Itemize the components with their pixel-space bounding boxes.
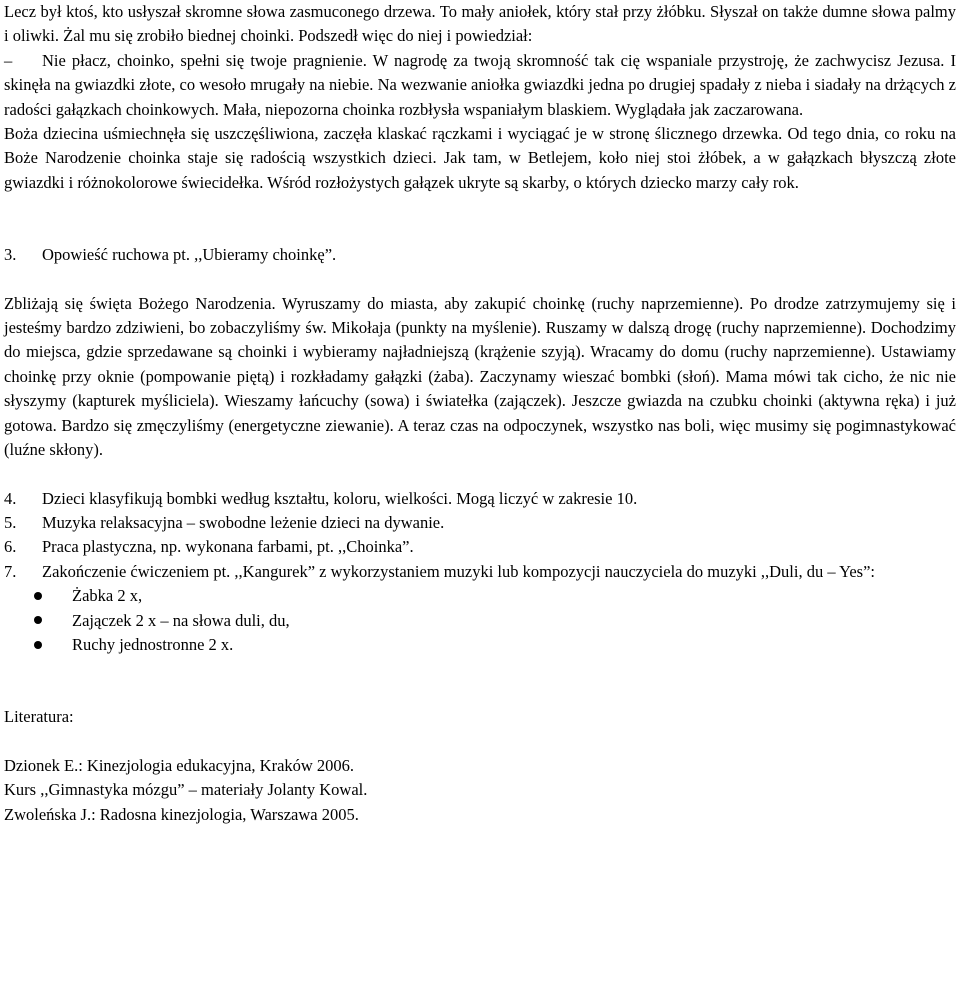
spacer [4, 268, 956, 292]
story-paragraph-2: Boża dziecina uśmiechnęła się uszczęśliwiona, zaczęła klaskać rączkami i wyciągać je w stronę ślicznego drzewka. Od tego dnia, co roku na Boże Narodzenie choinka staje się radością wszystkich dzieci. Jak tam, w Betlejem, koło niej stoi żłóbek, a w gałązkach błyszczą złote gwiazdki i różnokolorowe świecidełka. Wśród rozłożystych gałązek ukryte są skarby, o których dziecko marzy cały rok. [4, 124, 956, 192]
section-7 [0, 560, 960, 584]
list-item [4, 633, 956, 657]
list-item-text: Żabka 2 x, [72, 586, 143, 606]
section-4-text: Dzieci klasyfikują bombki według kształtu, koloru, wielkości. Mogą liczyć w zakresie 10. [42, 488, 638, 508]
section-6-number: 6. [4, 537, 17, 557]
section-3-body: Zbliżają się święta Bożego Narodzenia. Wyruszamy do miasta, aby zakupić choinkę (ruchy naprzemienne). Po drodze zatrzymujemy się i jesteśmy bardzo zdziwieni, bo zobaczyliśmy św. Mikołaja (punkty na myślenie). Ruszamy w dalszą drogę (ruchy naprzemienne). Dochodzimy do miejsca, gdzie sprzedawane są choinki i wybieramy najładniejszą (krążenie szyją). Wracamy do domu (ruchy naprzemienne). Ustawiamy choinkę przy oknie (pompowanie piętą) i rozkładamy gałązki (żaba). Zaczynamy wieszać bombki (słoń). Mama mówi tak cicho, że nic nie słyszymy (kapturek myśliciela). Wieszamy łańcuchy (sowa) i światełka (zajączek). Jeszcze gwiazda na czubku choinki (aktywna ręka) i już gotowa. Bardzo się zmęczyliśmy (energetyczne ziewanie). A teraz czas na odpoczynek, wszystko nas boli, więc musimy się pogimnastykować (luźne skłony). [4, 293, 956, 460]
bullet-icon [4, 633, 72, 657]
section-7-number: 7. [4, 561, 17, 581]
section-4 [0, 487, 960, 511]
bullet-icon [4, 584, 72, 608]
section-3-number: 3. [4, 245, 17, 265]
quote-dash: – [4, 50, 13, 70]
section-3-heading [4, 243, 956, 267]
section-5-text: Muzyka relaksacyjna – swobodne leżenie dzieci na dywanie. [42, 512, 445, 532]
spacer [0, 463, 960, 487]
story-quote [4, 49, 956, 122]
literature-section [0, 705, 960, 827]
spacer [4, 730, 956, 754]
section-6-text: Praca plastyczna, np. wykonana farbami, pt. ,,Choinka”. [42, 537, 414, 557]
section-7-body: Zakończenie ćwiczeniem pt. ,,Kangurek” z wykorzystaniem muzyki lub kompozycji nauczyciela do muzyki ,,Duli, du – Yes”: [42, 561, 876, 581]
bullet-icon [4, 609, 72, 633]
story-section [0, 0, 960, 195]
section-5 [0, 511, 960, 535]
quote-text: Nie płacz, choinko, spełni się twoje pragnienie. W nagrodę za twoją skromność tak cię wspaniale przystroję, że zachwycisz Jezusa. I skinęła na gwiazdki złote, co wesoło mrugały na niebie. Na wezwanie aniołka gwiazdki jedna po drugiej spadały z nieba i siadały na drżących z radości gałązkach choinkowych. Mała, niepozorna choinka rozbłysła wspaniałym blaskiem. Wyglądała jak zaczarowana. [4, 50, 956, 119]
literature-item: Kurs ,,Gimnastyka mózgu” – materiały Jolanty Kowal. [4, 780, 368, 800]
section-7-text [4, 560, 956, 584]
list-item-text: Zajączek 2 x – na słowa duli, du, [72, 610, 290, 630]
spacer [0, 657, 960, 705]
section-3 [0, 243, 960, 462]
literature-heading: Literatura: [4, 707, 74, 727]
spacer [0, 195, 960, 243]
literature-item: Dzionek E.: Kinezjologia edukacyjna, Kraków 2006. [4, 755, 355, 775]
list-item [4, 609, 956, 633]
section-4-number: 4. [4, 488, 17, 508]
section-3-title: Opowieść ruchowa pt. ,,Ubieramy choinkę”. [42, 245, 337, 265]
story-paragraph-1: Lecz był ktoś, kto usłyszał skromne słowa zasmuconego drzewa. To mały aniołek, który stał przy żłóbku. Słyszał on także dumne słowa palmy i oliwki. Żal mu się zrobiło biednej choinki. Podszedł więc do niej i powiedział: [4, 2, 956, 46]
literature-item: Zwoleńska J.: Radosna kinezjologia, Warszawa 2005. [4, 804, 359, 824]
exercise-list [0, 584, 960, 657]
section-5-number: 5. [4, 512, 17, 532]
list-item [4, 584, 956, 608]
list-item-text: Ruchy jednostronne 2 x. [72, 634, 234, 654]
section-6 [0, 535, 960, 559]
